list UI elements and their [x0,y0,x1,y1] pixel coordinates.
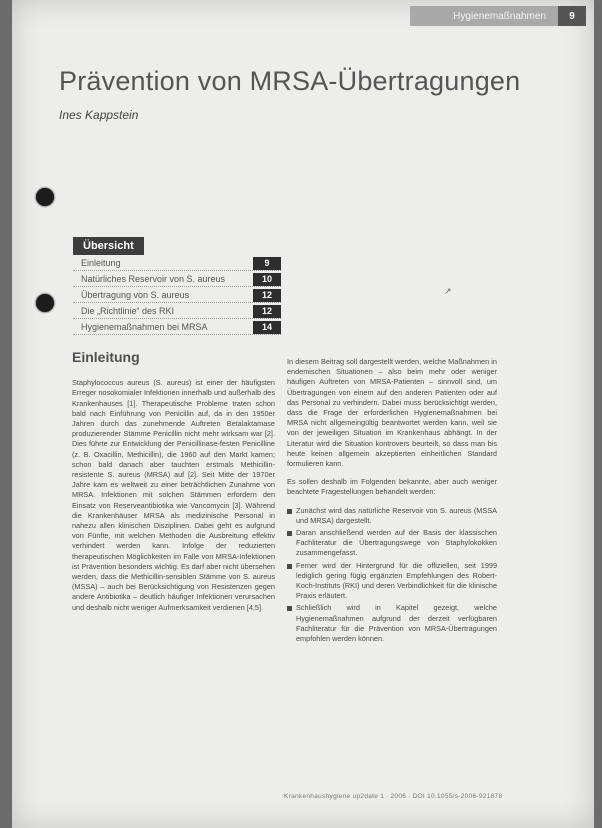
toc-item-label: Einleitung [81,258,121,268]
toc-item-page: 10 [253,273,281,286]
bullet-item: Schließlich wird in Kapitel gezeigt, welche Hygienemaßnahmen aufgrund der derzeit verfügbaren Fachliteratur für die Prävention von MRSA-Übertragungen empfohlen werden können. [287,603,497,644]
body-paragraph: Es sollen deshalb im Folgenden bekannte, aber auch weniger beachtete Fragestellungen behandelt werden: [287,477,497,497]
section-heading: Einleitung [72,349,140,365]
table-of-contents [73,236,281,335]
bullet-item: Zunächst wird das natürliche Reservoir von S. aureus (MSSA und MRSA) dargestellt. [287,506,497,526]
pen-mark: ↗ [444,286,452,296]
left-column [72,349,275,621]
toc-item[interactable] [73,305,281,319]
toc-item-page: 12 [253,289,281,302]
punch-hole [36,294,54,312]
running-header [410,6,586,26]
paper-sheet [12,0,594,828]
toc-item-label: Hygienemaßnahmen bei MRSA [81,322,208,332]
bullet-item: Ferner wird der Hintergrund für die offiziellen, seit 1999 lediglich gering fügig ergänzten Empfehlungen des Robert-Koch-Instituts (RKI) und deren Verbindlichkeit für die klinische Praxis erläutert. [287,561,497,602]
toc-item-label: Übertragung von S. aureus [81,290,190,300]
toc-item[interactable] [73,289,281,303]
toc-item[interactable] [73,273,281,287]
toc-item-label: Natürliches Reservoir von S. aureus [81,274,226,284]
toc-item-page: 12 [253,305,281,318]
article-title: Prävention von MRSA-Übertragungen [59,66,521,96]
toc-item[interactable] [73,321,281,335]
header-page-number: 9 [558,6,586,26]
toc-item[interactable] [73,257,281,271]
punch-hole [36,188,54,206]
body-paragraph: Staphylococcus aureus (S. aureus) ist einer der häufigsten Erreger nosokomialer Infektionen innerhalb und außerhalb des Krankenhauses [1]. Therapeutische Probleme traten schon bald nach Einführung von Penicillin auf, da in den 1950er Jahren durch das zunehmende Auftreten Betalaktamase produzierender Stämme Penicillin nicht mehr wirksam war [2]. Dies führte zur Entwicklung der Penicillinase-festen Penicilline (z. B. Oxacillin, Methicillin), die 1960 auf den Markt kamen; schon bald danach aber tauchten erstmals Methicillin-resistente S. aureus (MRSA) auf [2]. Seit Mitte der 1970er Jahre kam es weltweit zu einer beträchtlichen Zunahme von MRSA. Infektionen mit solchen Stämmen erfordern den Einsatz von Reserveantibiotika wie Vancomycin [3]. Während die Krankenhäuser MRSA als medizinische Personal in nahezu allen klinischen Disziplinen. Dabei geht es aufgrund von Fünfte, mit welchen Methoden die Ausbreitung effektiv verhindert werden kann. Infolge der reduzierten therapeutischen Möglichkeiten im Falle von MRSA-Infektionen ist Prävention besonders wichtig. Es darf aber nicht übersehen werden, dass die Methicillin-sensiblen Stämme von S. aureus (MSSA) – auch bei Berücksichtigung von Resistenzen gegen andere Antibiotika – deutlich häufiger Infektionen verursachen und deshalb nicht weniger Aufmerksamkeit verdienen [4,5]. [72,378,275,612]
body-paragraph: In diesem Beitrag soll dargestellt werden, welche Maßnahmen in endemischen Situationen – also beim mehr oder weniger häufigen Auftreten von MRSA-Patienten – sinnvoll sind, um Übertragungen von einem auf den anderen Patienten oder auf das Personal zu verhindern. Dabei muss berücksichtigt werden, dass die Frage der erforderlichen Hygienemaßnahmen bei MRSA nicht allgemeingültig beantwortet werden kann, weil sie von der jeweiligen Situation im Krankenhaus abhängt. In der Literatur wird die Situation kontrovers beurteilt, so dass man bis heute keinen allgemein akzeptierten einheitlichen Standard formulieren kann. [287,357,497,469]
toc-item-page: 14 [253,321,281,334]
toc-item-page: 9 [253,257,281,270]
toc-heading: Übersicht [73,237,144,255]
bullet-item: Daran anschließend werden auf der Basis der klassischen Fachliteratur die Übertragungswege von Staphylokokken zusammengefasst. [287,528,497,559]
bullet-list [287,506,497,645]
header-section: Hygienemaßnahmen [453,10,546,22]
right-column [287,357,497,646]
toc-item-label: Die „Richtlinie“ des RKI [81,306,175,316]
article-author: Ines Kappstein [59,108,139,122]
page-footer: Krankenhaushygiene up2date 1 ∙ 2006 ∙ DOI 10.1055/s-2006-921878 [284,793,503,800]
